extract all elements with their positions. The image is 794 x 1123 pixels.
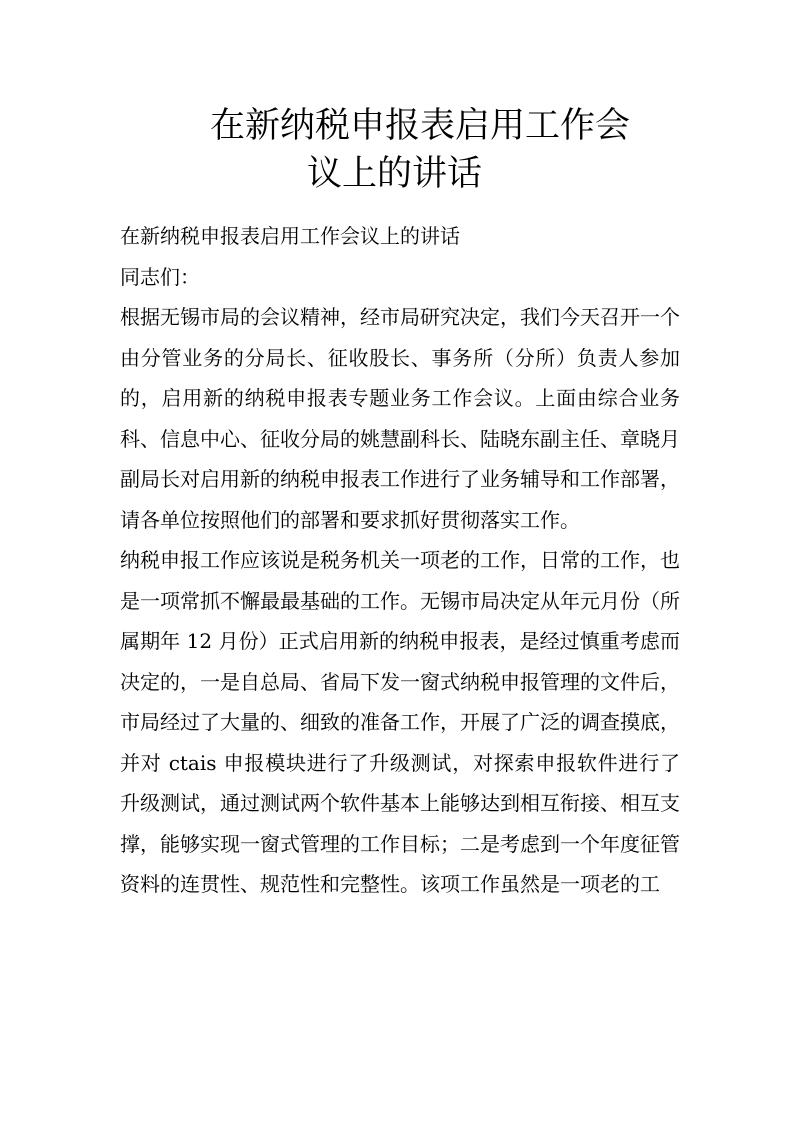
document-subtitle: 在新纳税申报表启用工作会议上的讲话 — [120, 224, 460, 248]
document-title-line-2: 议上的讲话 — [307, 154, 483, 194]
greeting: 同志们： — [120, 264, 200, 289]
document-title-line-1: 在新纳税申报表启用工作会 — [210, 106, 631, 146]
paragraph-1: 根据无锡市局的会议精神，经市局研究决定，我们今天召开一个由分管业务的分局长、征收股长、事务所（分所）负责人参加的，启用新的纳税申报表专题业务工作会议。上面由综合业务科、信息中心、征收分局的姚慧副科长、陆晓东副主任、章晓月副局长对启用新的纳税申报表工作进行了业务辅导和工作部署，请各单位按照他们的部署和要求抓好贯彻落实工作。 — [120, 305, 680, 532]
paragraph-2: 纳税申报工作应该说是税务机关一项老的工作，日常的工作，也是一项常抓不懈最最基础的工作。无锡市局决定从年元月份（所属期年 12 月份）正式启用新的纳税申报表，是经过慎重考虑而决定的，一是自总局、省局下发一窗式纳税申报管理的文件后，市局经过了大量的、细致的准备工作，开展了广泛的调查摸底，并对 ctais 申报模块进行了升级测试，对探索申报软件进行了升级测试，通过测试两个软件基本上能够达到相互衔接、相互支撑，能够实现一窗式管理的工作目标；二是考虑到一个年度征管资料的连贯性、规范性和完整性。该项工作虽然是一项老的工 — [120, 548, 680, 896]
document-body — [120, 216, 680, 905]
